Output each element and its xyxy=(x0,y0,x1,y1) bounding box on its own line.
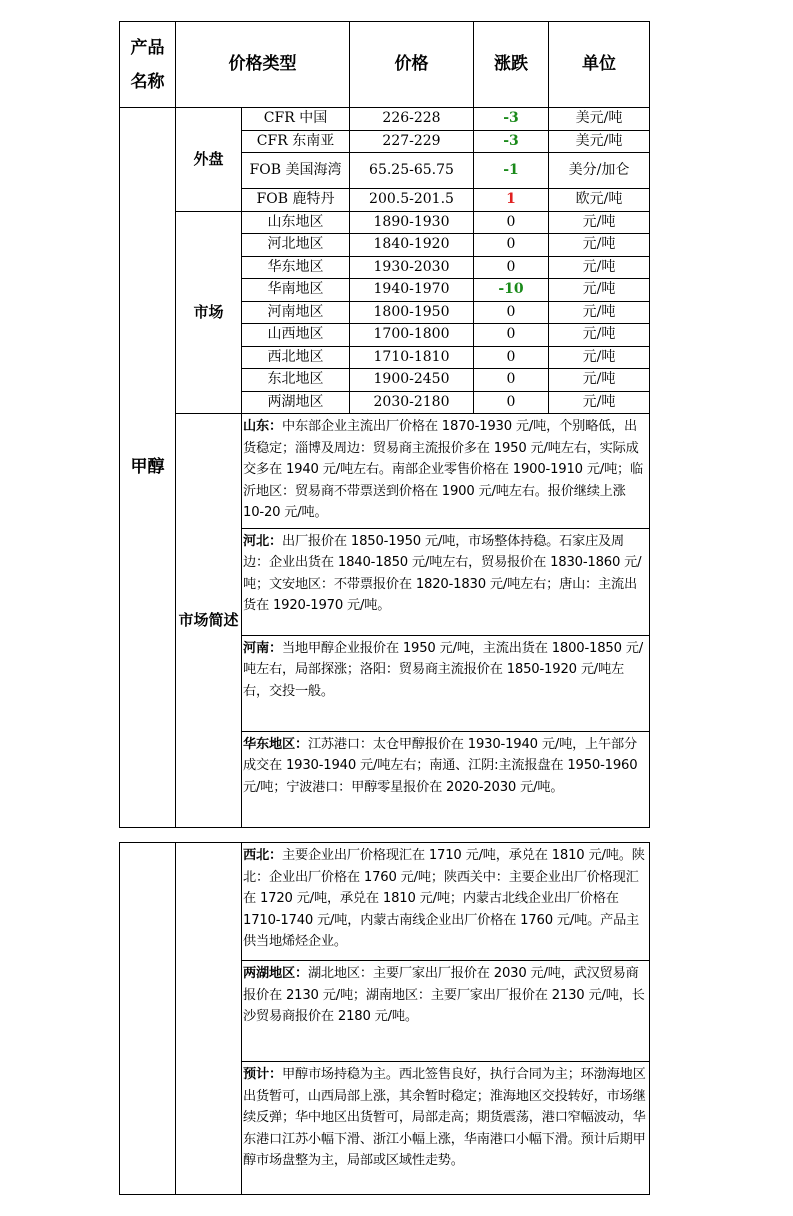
row-unit: 元/吨 xyxy=(549,324,650,347)
row-name: 河南地区 xyxy=(242,301,350,324)
row-change: -3 xyxy=(474,108,549,131)
header-price-type: 价格类型 xyxy=(176,22,350,108)
summary-xibei xyxy=(242,843,650,961)
summary-huadong xyxy=(242,731,650,827)
row-price: 1900-2450 xyxy=(350,369,474,392)
summary-continued-table xyxy=(119,842,650,1195)
row-name: 山东地区 xyxy=(242,211,350,234)
header-unit: 单位 xyxy=(549,22,650,108)
empty-product-cell xyxy=(120,843,176,1195)
row-price: 1930-2030 xyxy=(350,256,474,279)
row-price: 226-228 xyxy=(350,108,474,131)
row-unit: 元/吨 xyxy=(549,256,650,279)
row-price: 2030-2180 xyxy=(350,391,474,414)
summary-title: 河南： xyxy=(243,640,282,656)
summary-row xyxy=(120,414,650,529)
summary-text: 出厂报价在 1850-1950 元/吨，市场整体持稳。石家庄及周边：企业出货在 1840-1850 元/吨左右，贸易报价在 1830-1860 元/吨；文安地区：不带票报价在 1820-1830 元/吨左右；唐山：主流出货在 1920-1970 元/吨。 xyxy=(243,533,642,613)
row-unit: 元/吨 xyxy=(549,211,650,234)
row-unit: 美分/加仑 xyxy=(549,153,650,189)
row-change: 0 xyxy=(474,369,549,392)
row-change: 0 xyxy=(474,211,549,234)
row-name: CFR 东南亚 xyxy=(242,130,350,153)
row-price: 1940-1970 xyxy=(350,279,474,302)
row-change: 0 xyxy=(474,391,549,414)
row-change: 0 xyxy=(474,234,549,257)
row-name: 华东地区 xyxy=(242,256,350,279)
header-row xyxy=(120,22,650,108)
row-unit: 元/吨 xyxy=(549,279,650,302)
row-name: 河北地区 xyxy=(242,234,350,257)
row-price: 65.25-65.75 xyxy=(350,153,474,189)
summary-hebei xyxy=(242,528,650,635)
empty-label-cell xyxy=(176,843,242,1195)
row-unit: 元/吨 xyxy=(549,346,650,369)
row-price: 1700-1800 xyxy=(350,324,474,347)
summary-text: 甲醇市场持稳为主。西北签售良好，执行合同为主；环渤海地区出货暂可，山西局部上涨，其余暂时稳定；淮海地区交投转好，市场继续反弹；华中地区出货暂可，局部走高；期货震荡，港口窄幅波动，华东港口江苏小幅下滑、浙江小幅上涨，华南港口小幅下滑。预计后期甲醇市场盘整为主，局部或区域性走势。 xyxy=(243,1067,646,1168)
header-product-line1: 产品 xyxy=(130,37,165,58)
product-name: 甲醇 xyxy=(120,108,176,828)
row-price: 200.5-201.5 xyxy=(350,189,474,212)
row-price: 227-229 xyxy=(350,130,474,153)
row-name: 华南地区 xyxy=(242,279,350,302)
summary-text: 中东部企业主流出厂价格在 1870-1930 元/吨，个别略低，出货稳定；淄博及周边：贸易商主流报价多在 1950 元/吨左右，实际成交多在 1940 元/吨左右。南部企业零售价格在 1900-1910 元/吨；临沂地区：贸易商不带票送到价格在 1900 元/吨左右。报价继续上涨 10-20 元/吨。 xyxy=(243,419,644,520)
header-change: 涨跌 xyxy=(474,22,549,108)
row-name: FOB 鹿特丹 xyxy=(242,189,350,212)
summary-text: 湖北地区：主要厂家出厂报价在 2030 元/吨，武汉贸易商报价在 2130 元/吨；湖南地区：主要厂家出厂报价在 2130 元/吨，长沙贸易商报价在 2180 元/吨。 xyxy=(243,966,645,1024)
row-price: 1800-1950 xyxy=(350,301,474,324)
row-change: 0 xyxy=(474,256,549,279)
summary-lianghu xyxy=(242,961,650,1062)
row-name: 西北地区 xyxy=(242,346,350,369)
summary-henan xyxy=(242,635,650,731)
row-unit: 元/吨 xyxy=(549,391,650,414)
row-name: 东北地区 xyxy=(242,369,350,392)
price-table xyxy=(119,21,650,828)
summary-title: 西北： xyxy=(243,848,282,863)
summary-title: 华东地区： xyxy=(243,736,308,752)
row-change: 0 xyxy=(474,346,549,369)
row-change: 0 xyxy=(474,301,549,324)
summary-title: 预计： xyxy=(243,1067,282,1082)
summary-shandong xyxy=(242,414,650,529)
summary-text: 主要企业出厂价格现汇在 1710 元/吨，承兑在 1810 元/吨。陕北：企业出厂价格在 1760 元/吨；陕西关中：主要企业出厂价格现汇在 1720 元/吨，承兑在 1810 元/吨；内蒙古北线企业出厂价格在 1710-1740 元/吨，内蒙古南线企业出厂价格在 1760 元/吨。产品主供当地烯烃企业。 xyxy=(243,848,645,949)
row-change: 0 xyxy=(474,324,549,347)
row-price: 1840-1920 xyxy=(350,234,474,257)
summary-forecast xyxy=(242,1062,650,1195)
row-change: -10 xyxy=(474,279,549,302)
row-price: 1890-1930 xyxy=(350,211,474,234)
row-name: 两湖地区 xyxy=(242,391,350,414)
summary-text: 江苏港口：太仓甲醇报价在 1930-1940 元/吨，上午部分成交在 1930-1940 元/吨左右；南通、江阴:主流报盘在 1950-1960 元/吨；宁波港口：甲醇零星报价在 2020-2030 元/吨。 xyxy=(243,736,638,795)
summary-text: 当地甲醇企业报价在 1950 元/吨，主流出货在 1800-1850 元/吨左右，局部探涨；洛阳：贸易商主流报价在 1850-1920 元/吨左右，交投一般。 xyxy=(243,640,644,699)
summary-row xyxy=(120,843,650,961)
row-unit: 元/吨 xyxy=(549,234,650,257)
header-product-line2: 名称 xyxy=(130,71,165,92)
group-external: 外盘 xyxy=(176,108,242,212)
group-summary: 市场简述 xyxy=(176,414,242,828)
table-row xyxy=(120,211,650,234)
row-price: 1710-1810 xyxy=(350,346,474,369)
row-unit: 美元/吨 xyxy=(549,130,650,153)
table-row xyxy=(120,108,650,131)
row-change: 1 xyxy=(474,189,549,212)
summary-title: 两湖地区： xyxy=(243,966,308,981)
row-change: -3 xyxy=(474,130,549,153)
header-product xyxy=(120,22,176,108)
row-name: 山西地区 xyxy=(242,324,350,347)
row-unit: 美元/吨 xyxy=(549,108,650,131)
summary-title: 河北： xyxy=(243,533,282,549)
row-unit: 元/吨 xyxy=(549,369,650,392)
summary-title: 山东： xyxy=(243,419,282,434)
row-unit: 欧元/吨 xyxy=(549,189,650,212)
row-unit: 元/吨 xyxy=(549,301,650,324)
row-name: CFR 中国 xyxy=(242,108,350,131)
row-change: -1 xyxy=(474,153,549,189)
group-market: 市场 xyxy=(176,211,242,414)
header-price: 价格 xyxy=(350,22,474,108)
row-name: FOB 美国海湾 xyxy=(242,153,350,189)
